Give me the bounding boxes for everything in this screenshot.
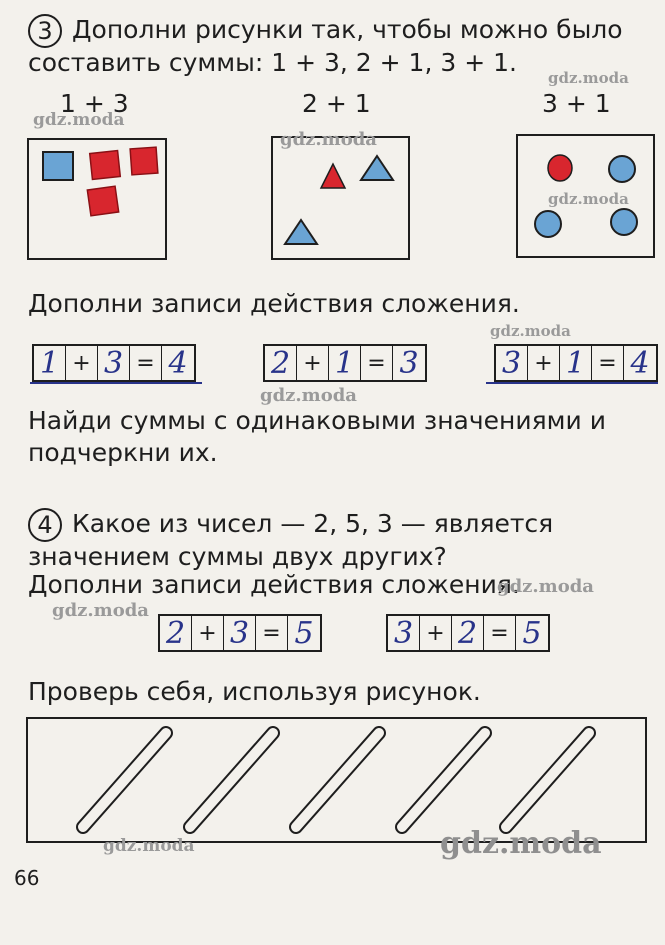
task-number-4: 4	[28, 508, 62, 542]
eq-cell[interactable]: 5	[522, 615, 542, 651]
blue-circle	[609, 156, 635, 182]
sum-label-1: 1 + 3	[60, 89, 129, 118]
watermark: gdz.moda	[33, 110, 125, 130]
blue-circle	[611, 209, 637, 235]
red-triangle	[321, 164, 345, 188]
equation-row-1	[32, 344, 196, 382]
red-square	[87, 186, 118, 216]
task4-question-line2: значением суммы двух других?	[28, 542, 447, 571]
counting-stick	[506, 733, 589, 827]
picture-box-squares	[27, 138, 167, 260]
red-circle	[548, 155, 572, 181]
eq-cell[interactable]: 3	[224, 616, 256, 650]
sum-label-2: 2 + 1	[302, 89, 371, 118]
eq-cell[interactable]: 3	[388, 616, 420, 650]
plus-sign: +	[192, 616, 224, 650]
watermark: gdz.moda	[497, 576, 594, 597]
task-number-3: 3	[28, 14, 62, 48]
eq-cell[interactable]: 4	[168, 345, 188, 381]
eq-cell[interactable]: 4	[630, 345, 650, 381]
blue-circle	[535, 211, 561, 237]
plus-sign: +	[297, 346, 329, 380]
watermark: gdz.moda	[260, 385, 357, 406]
plus-sign: +	[528, 346, 560, 380]
sticks-drawing	[28, 719, 645, 841]
blue-square	[43, 152, 73, 180]
watermark: gdz.moda	[548, 69, 629, 87]
picture-box-triangles	[271, 136, 410, 260]
counting-stick	[296, 733, 379, 827]
counting-stick	[190, 733, 273, 827]
equals-sign: =	[592, 346, 624, 380]
sticks-picture-box	[26, 717, 647, 843]
equation-row-2	[263, 344, 427, 382]
equation-row-3	[494, 344, 658, 382]
eq-cell[interactable]: 5	[294, 615, 314, 651]
counting-stick	[83, 733, 166, 827]
eq-cell[interactable]: 3	[496, 346, 528, 380]
eq-cell[interactable]: 3	[399, 345, 419, 381]
eq-cell[interactable]: 1	[560, 346, 592, 380]
plus-sign: +	[66, 346, 98, 380]
task4-equation-row-2	[386, 614, 550, 652]
eq-cell[interactable]: 1	[34, 346, 66, 380]
watermark: gdz.moda	[440, 826, 602, 861]
task4-question-line1: 4 Какое из чисел — 2, 5, 3 — является	[28, 508, 553, 542]
red-square	[90, 151, 121, 180]
eq-cell[interactable]: 3	[98, 346, 130, 380]
watermark: gdz.moda	[103, 836, 195, 856]
equals-sign: =	[361, 346, 393, 380]
equals-sign: =	[484, 616, 516, 650]
eq-cell[interactable]: 1	[329, 346, 361, 380]
equals-sign: =	[130, 346, 162, 380]
blue-triangle	[361, 156, 393, 180]
counting-stick	[402, 733, 485, 827]
page-number: 66	[14, 866, 40, 890]
task3-heading-line2: составить суммы: 1 + 3, 2 + 1, 3 + 1.	[28, 48, 517, 77]
squares-drawing	[29, 140, 165, 258]
plus-sign: +	[420, 616, 452, 650]
eq-cell[interactable]: 2	[452, 616, 484, 650]
task4-check: Проверь себя, используя рисунок.	[28, 677, 481, 706]
task3-complete-instruction: Дополни записи действия сложения.	[28, 289, 520, 318]
task4-equation-row-1	[158, 614, 322, 652]
underline-mark	[486, 382, 658, 384]
blue-triangle	[285, 220, 317, 244]
task4-instruction: Дополни записи действия сложения.	[28, 570, 520, 599]
sum-label-3: 3 + 1	[542, 89, 611, 118]
eq-cell[interactable]: 2	[160, 616, 192, 650]
eq-cell[interactable]: 2	[265, 346, 297, 380]
equals-sign: =	[256, 616, 288, 650]
watermark: gdz.moda	[548, 190, 629, 208]
task3-find-line1: Найди суммы с одинаковыми значениями и	[28, 406, 606, 435]
watermark: gdz.moda	[280, 129, 377, 150]
task3-find-line2: подчеркни их.	[28, 438, 218, 467]
underline-mark	[30, 382, 202, 384]
watermark: gdz.moda	[52, 600, 149, 621]
triangles-drawing	[273, 138, 408, 258]
task3-heading-line1: 3 Дополни рисунки так, чтобы можно было	[28, 14, 623, 48]
red-square	[130, 147, 158, 175]
watermark: gdz.moda	[490, 322, 571, 340]
